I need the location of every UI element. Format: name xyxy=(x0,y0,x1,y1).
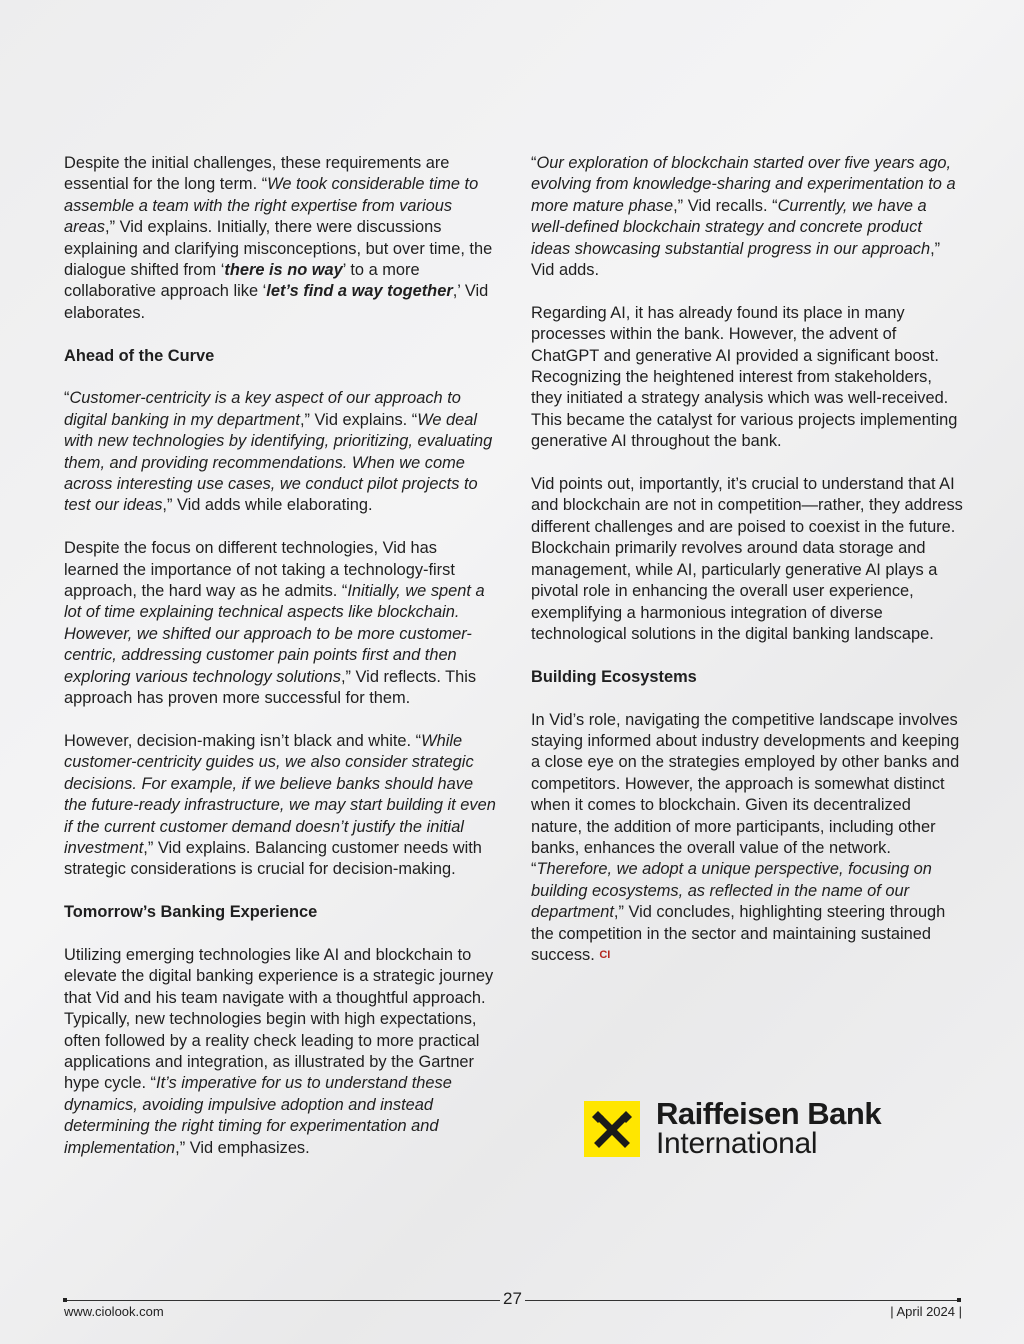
paragraph xyxy=(64,388,496,516)
footer-website: www.ciolook.com xyxy=(64,1304,164,1319)
paragraph-text xyxy=(531,711,959,965)
text-run: ,” Vid concludes, highlighting steering through the competition in the sector and maintaining sustained success. xyxy=(531,903,946,964)
paragraph xyxy=(531,153,963,281)
logo-text-international: International xyxy=(656,1127,818,1160)
text-run: We deal with new technologies by identifying, prioritizing, evaluating them, and providing recommendations. When we come across interesting use cases, we conduct pilot projects to test our ideas xyxy=(64,410,493,515)
text-run: Despite the initial challenges, these requirements are essential for the long term. “ xyxy=(64,154,450,194)
text-run: ,” Vid emphasizes. xyxy=(175,1138,310,1157)
text-run: ,” Vid reflects. This approach has proven more successful for them. xyxy=(64,667,477,708)
section-heading: Ahead of the Curve xyxy=(64,346,215,365)
text-run: ,” Vid adds while elaborating. xyxy=(162,496,373,515)
page-number: 27 xyxy=(503,1289,522,1308)
text-run: ,’ Vid elaborates. xyxy=(64,282,489,322)
paragraph-final xyxy=(531,710,963,967)
paragraph xyxy=(64,731,496,881)
text-run: Currently, we have a well-defined blockchain strategy and concrete product ideas showcasing substantial progress in our approach xyxy=(531,196,931,258)
text-run: While customer-centricity guides us, we also consider strategic decisions. For example, if we believe banks should have the future-ready infrastructure, we may start building it even if the current customer demand doesn’t justify the initial investment xyxy=(64,731,496,857)
text-run: ,” Vid recalls. “ xyxy=(673,196,778,215)
paragraph xyxy=(64,153,496,324)
section-heading: Tomorrow’s Banking Experience xyxy=(64,903,318,922)
text-run: Our exploration of blockchain started over five years ago, evolving from knowledge-sharing and experimentation to a more mature phase xyxy=(531,154,956,215)
text-run: ’ to a more collaborative approach like ‘ xyxy=(64,261,420,301)
footer-rule xyxy=(64,1300,500,1301)
text-run: Utilizing emerging technologies like AI and blockchain to elevate the digital banking experience is a strategic journey that Vid and his team navigate with a thoughtful approach. Typically, new technologies begin with high expectations, often followed by a reality check leading to more practical applications and integration, as illustrated by the Gartner hype cycle. “ xyxy=(64,945,494,1093)
text-run: “ xyxy=(64,389,70,408)
logo-gable-icon xyxy=(584,1101,640,1157)
paragraph xyxy=(531,474,963,645)
right-column xyxy=(531,153,963,988)
text-run: Customer-centricity is a key aspect of our approach to digital banking in my department xyxy=(64,389,461,429)
text-run: there is no way xyxy=(224,261,343,280)
text-run: Vid points out, importantly, it’s crucial to understand that AI and blockchain are not in competition—rather, they address different challenges and are poised to coexist in the future. Blockchain primarily revolves around data storage and management, while AI, particularly generative AI plays a pivotal role in enhancing the overall user experience, exemplifying a harmonious integration of diverse technological solutions in the digital banking landscape. xyxy=(531,475,963,643)
logo-text-bank: Raiffeisen Bank xyxy=(656,1096,882,1131)
text-run: In Vid’s role, navigating the competitive landscape involves staying informed about industry developments and keeping a close eye on the strategies employed by other banks and competitors. However, the approach is somewhat distinct when it comes to blockchain. Given its decentralized nature, the addition of more participants, including other banks, enhances the overall value of the network. “ xyxy=(531,710,960,879)
raiffeisen-logo xyxy=(584,1098,924,1160)
footer-dot xyxy=(957,1298,961,1302)
footer-dot xyxy=(63,1298,67,1302)
text-run: We took considerable time to assemble a team with the right expertise from various areas xyxy=(64,175,479,237)
text-run: ,” Vid adds. xyxy=(531,239,941,280)
text-run: Therefore, we adopt a unique perspective, focusing on building ecosystems, as reflected in the name of our department xyxy=(531,860,932,922)
paragraph xyxy=(64,538,496,709)
text-run: It’s imperative for us to understand these dynamics, avoiding impulsive adoption and instead determining the right timing for experimentation and implementation xyxy=(64,1074,452,1157)
section-heading: Building Ecosystems xyxy=(531,667,697,686)
text-run: “ xyxy=(531,154,537,172)
text-run: ,” Vid explains. “ xyxy=(299,410,418,429)
footer-rule xyxy=(525,1300,960,1301)
text-run: ,” Vid explains. Initially, there were discussions explaining and clarifying misconceptions, but over time, the dialogue shifted from ‘ xyxy=(64,218,493,280)
end-mark: CI xyxy=(599,948,611,961)
text-run: let’s find a way together xyxy=(266,282,453,301)
footer-date: | April 2024 | xyxy=(890,1304,962,1319)
text-run: Despite the focus on different technologies, Vid has learned the importance of not taking a technology-first approach, the hard way as he admits. “ xyxy=(64,539,455,601)
left-column xyxy=(64,153,496,1180)
text-run: Regarding AI, it has already found its place in many processes within the bank. However, the advent of ChatGPT and generative AI provided a significant boost. Recognizing the heightened interest from stakeholders, they initiated a strategy analysis which was well-received. This became the catalyst for various projects implementing generative AI throughout the bank. xyxy=(531,303,958,451)
text-run: However, decision-making isn’t black and white. “ xyxy=(64,731,422,750)
paragraph xyxy=(64,945,496,1159)
text-run: ,” Vid explains. Balancing customer needs with strategic considerations is crucial for decision-making. xyxy=(64,838,482,879)
paragraph xyxy=(531,303,963,453)
text-run: Initially, we spent a lot of time explaining technical aspects like blockchain. However, we shifted our approach to be more customer-centric, addressing customer pain points first and then exploring various technology solutions xyxy=(64,582,485,686)
